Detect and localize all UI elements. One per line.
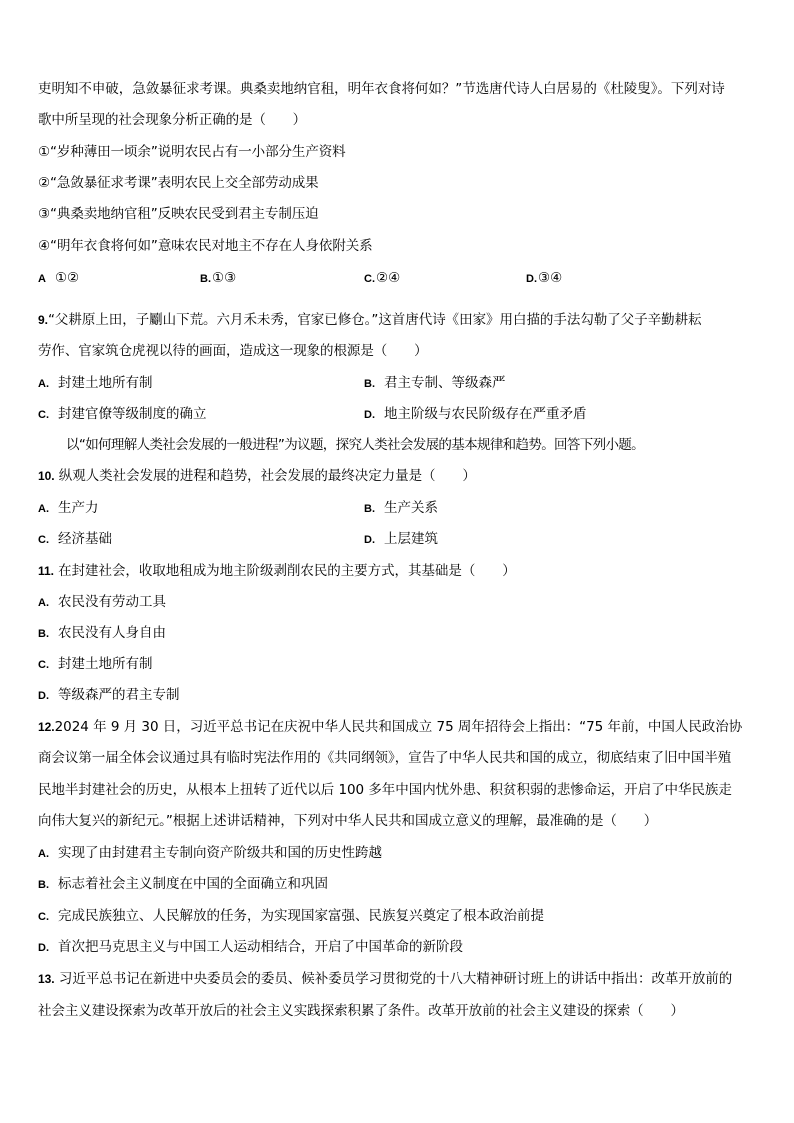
q11-option-a[interactable]	[38, 593, 166, 612]
option-text: 君主专制、等级森严	[384, 375, 506, 391]
q10-stem-text: 纵观人类社会发展的进程和趋势，社会发展的最终决定力量是（ ）	[58, 468, 476, 484]
q9-option-c[interactable]	[38, 405, 207, 424]
q12-option-d[interactable]	[38, 938, 463, 957]
option-text: 封建官僚等级制度的确立	[58, 406, 207, 422]
q8-item-1: ①“岁种薄田一顷余”说明农民占有一小部分生产资料	[38, 144, 346, 160]
q10-option-a[interactable]	[38, 499, 99, 518]
q13-stem-line-2: 社会主义建设探索为改革开放后的社会主义实践探索积累了条件。改革开放前的社会主义建设的探索（ ）	[38, 1003, 684, 1019]
option-label: B.	[38, 879, 49, 891]
option-text: 实现了由封建君主专制向资产阶级共和国的历史性跨越	[58, 845, 382, 861]
q13-stem-text: 习近平总书记在新进中央委员会的委员、候补委员学习贯彻党的十八大精神研讨班上的讲话中指出：改革开放前的	[58, 971, 733, 987]
q12-stem-text: 2024 年 9 月 30 日，习近平总书记在庆祝中华人民共和国成立 75 周年招待会上指出：“75 年前，中国人民政治协	[54, 719, 743, 735]
q10-option-b[interactable]	[364, 499, 438, 518]
q8-option-a[interactable]	[38, 269, 79, 288]
option-text: ②④	[376, 270, 401, 286]
option-text: 等级森严的君主专制	[58, 687, 180, 703]
question-number: 12.	[38, 720, 55, 734]
q12-option-c[interactable]	[38, 907, 544, 926]
q10-stem	[38, 467, 758, 485]
option-label: D.	[526, 273, 537, 285]
q8-stem-line-1: 吏明知不申破，急敛暴征求考课。典桑卖地纳官租，明年衣食将何如？”节选唐代诗人白居易的《杜陵叟》。下列对诗	[38, 81, 725, 97]
q8-item-3: ③“典桑卖地纳官租”反映农民受到君主专制压迫	[38, 206, 319, 222]
question-number: 9.	[38, 313, 48, 327]
q10-option-c[interactable]	[38, 530, 112, 549]
option-label: B.	[364, 378, 375, 390]
option-text: 农民没有人身自由	[58, 625, 166, 641]
option-label: A.	[38, 503, 49, 515]
option-text: 完成民族独立、人民解放的任务，为实现国家富强、民族复兴奠定了根本政治前提	[58, 908, 544, 924]
option-text: ③④	[538, 270, 563, 286]
option-label: C.	[38, 659, 49, 671]
q8-option-d[interactable]	[526, 269, 562, 288]
option-label: B.	[364, 503, 375, 515]
q8-option-b[interactable]	[200, 269, 236, 288]
option-text: ①③	[212, 270, 237, 286]
q9-option-d[interactable]	[364, 405, 587, 424]
option-label: A.	[38, 848, 49, 860]
question-number: 13.	[38, 972, 55, 986]
q12-stem-line-3: 民地半封建社会的历史，从根本上扭转了近代以后 100 多年中国内忧外患、积贫积弱的悲惨命运，开启了中华民族走	[38, 782, 732, 798]
q9-stem-text: “父耕原上田，子劚山下荒。六月禾未秀，官家已修仓。”这首唐代诗《田家》用白描的手法勾勒了父子辛勤耕耘	[47, 312, 702, 328]
option-text: 地主阶级与农民阶级存在严重矛盾	[384, 406, 587, 422]
q9-stem-line-1	[38, 311, 758, 329]
option-text: 封建土地所有制	[58, 375, 153, 391]
option-text: 首次把马克思主义与中国工人运动相结合，开启了中国革命的新阶段	[58, 939, 463, 955]
q9-stem-line-2: 劳作、官家筑仓虎视以待的画面，造成这一现象的根源是（ ）	[38, 343, 428, 359]
q8-item-2: ②“急敛暴征求考课”表明农民上交全部劳动成果	[38, 175, 319, 191]
option-label: C.	[38, 534, 49, 546]
option-text: 上层建筑	[384, 531, 438, 547]
option-label: C.	[38, 911, 49, 923]
option-text: 农民没有劳动工具	[58, 594, 166, 610]
q8-item-4: ④“明年衣食将何如”意味农民对地主不存在人身依附关系	[38, 238, 373, 254]
option-label: D.	[38, 942, 49, 954]
option-label: B.	[38, 628, 49, 640]
option-label: D.	[364, 409, 375, 421]
option-label: A	[38, 273, 46, 285]
q11-option-b[interactable]	[38, 624, 166, 643]
option-label: C.	[364, 273, 375, 285]
option-text: ①②	[54, 270, 80, 286]
question-number: 10.	[38, 469, 55, 483]
option-label: D.	[38, 690, 49, 702]
option-text: 封建土地所有制	[58, 656, 153, 672]
option-label: D.	[364, 534, 375, 546]
q12-stem-line-2: 商会议第一届全体会议通过具有临时宪法作用的《共同纲领》，宣告了中华人民共和国的成立，彻底结束了旧中国半殖	[38, 750, 732, 766]
q11-stem-text: 在封建社会，收取地租成为地主阶级剥削农民的主要方式，其基础是（ ）	[58, 563, 516, 579]
q8-stem-line-2: 歌中所呈现的社会现象分析正确的是（ ）	[38, 112, 306, 128]
q13-stem-line-1	[38, 970, 758, 988]
q8-option-c[interactable]	[364, 269, 400, 288]
q12-option-a[interactable]	[38, 844, 382, 863]
q11-stem	[38, 562, 758, 580]
q11-option-d[interactable]	[38, 686, 180, 705]
option-label: A.	[38, 378, 49, 390]
q11-option-c[interactable]	[38, 655, 153, 674]
option-label: A.	[38, 597, 49, 609]
option-label: B.	[200, 273, 211, 285]
section-intro: 以“如何理解人类社会发展的一般进程”为议题，探究人类社会发展的基本规律和趋势。回答下列小题。	[66, 437, 644, 453]
q9-option-b[interactable]	[364, 374, 506, 393]
option-label: C.	[38, 409, 49, 421]
q12-option-b[interactable]	[38, 875, 328, 894]
q10-option-d[interactable]	[364, 530, 438, 549]
option-text: 标志着社会主义制度在中国的全面确立和巩固	[58, 876, 328, 892]
q12-stem-line-4: 向伟大复兴的新纪元。”根据上述讲话精神，下列对中华人民共和国成立意义的理解，最准确的是（ ）	[38, 813, 658, 829]
question-number: 11.	[38, 564, 54, 578]
q12-stem-line-1	[38, 718, 758, 736]
option-text: 经济基础	[58, 531, 112, 547]
option-text: 生产关系	[384, 500, 438, 516]
option-text: 生产力	[58, 500, 99, 516]
q9-option-a[interactable]	[38, 374, 153, 393]
